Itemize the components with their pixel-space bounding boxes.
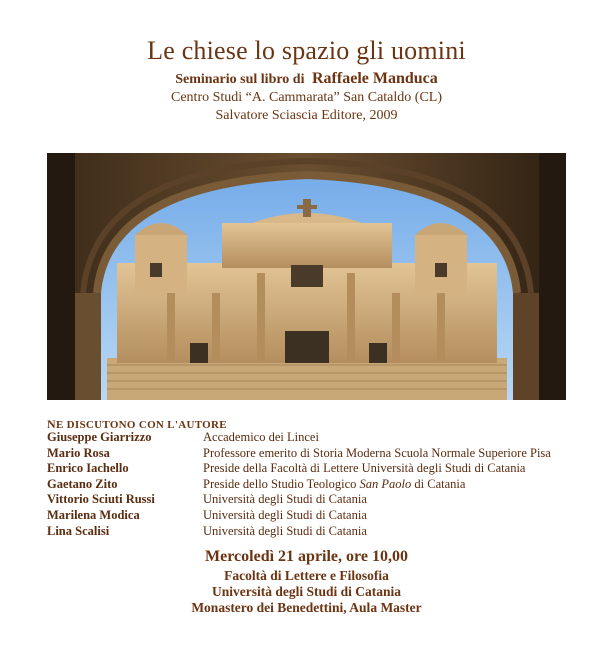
list-item (47, 477, 607, 493)
list-item (47, 461, 607, 477)
event-date: Mercoledì 21 aprile, ore 10,00 (205, 548, 408, 565)
person-name: Vittorio Sciuti Russi (47, 492, 155, 507)
heading-rest: E DISCUTONO CON L'AUTORE (55, 419, 227, 431)
discussants-list (47, 430, 607, 539)
person-name: Mario Rosa (47, 445, 110, 460)
list-item (47, 508, 607, 524)
event-university: Università degli Studi di Catania (211, 584, 402, 599)
person-name: Gaetano Zito (47, 476, 118, 491)
person-role: Professore emerito di Storia Moderna Scuola Normale Superiore Pisa (203, 445, 551, 460)
page-title: Le chiese lo spazio gli uomini (147, 36, 466, 65)
person-role: Università degli Studi di Catania (203, 523, 367, 538)
list-item (47, 524, 607, 540)
person-name: Marilena Modica (47, 507, 140, 522)
role-text: di Catania (411, 476, 466, 491)
person-name: Enrico Iachello (47, 461, 129, 476)
event-faculty: Facoltà di Lettere e Filosofia (224, 568, 389, 583)
person-role: Accademico dei Lincei (203, 430, 319, 444)
person-role: Preside della Facoltà di Lettere Università degli Studi di Catania (203, 461, 526, 476)
person-role: Università degli Studi di Catania (203, 507, 367, 522)
subtitle-prefix: Seminario sul libro di (175, 72, 305, 87)
list-item (47, 446, 607, 462)
person-role: Università degli Studi di Catania (203, 492, 367, 507)
person-name: Lina Scalisi (47, 523, 110, 538)
role-italic: San Paolo (359, 476, 412, 491)
author-name: Raffaele Manduca (312, 70, 438, 87)
person-role (203, 477, 465, 493)
event-venue: Monastero dei Benedettini, Aula Master (191, 600, 422, 615)
publisher-line: Salvatore Sciascia Editore, 2009 (215, 108, 398, 123)
list-item (47, 430, 607, 446)
heading-first-cap: N (47, 417, 56, 431)
role-text: Preside dello Studio Teologico (203, 476, 360, 491)
person-name: Giuseppe Giarrizzo (47, 430, 152, 444)
church-photo (47, 153, 566, 400)
list-item (47, 492, 607, 508)
centro-studi-line: Centro Studi “A. Cammarata” San Cataldo (CL) (171, 90, 442, 105)
seminar-subtitle (0, 70, 613, 88)
